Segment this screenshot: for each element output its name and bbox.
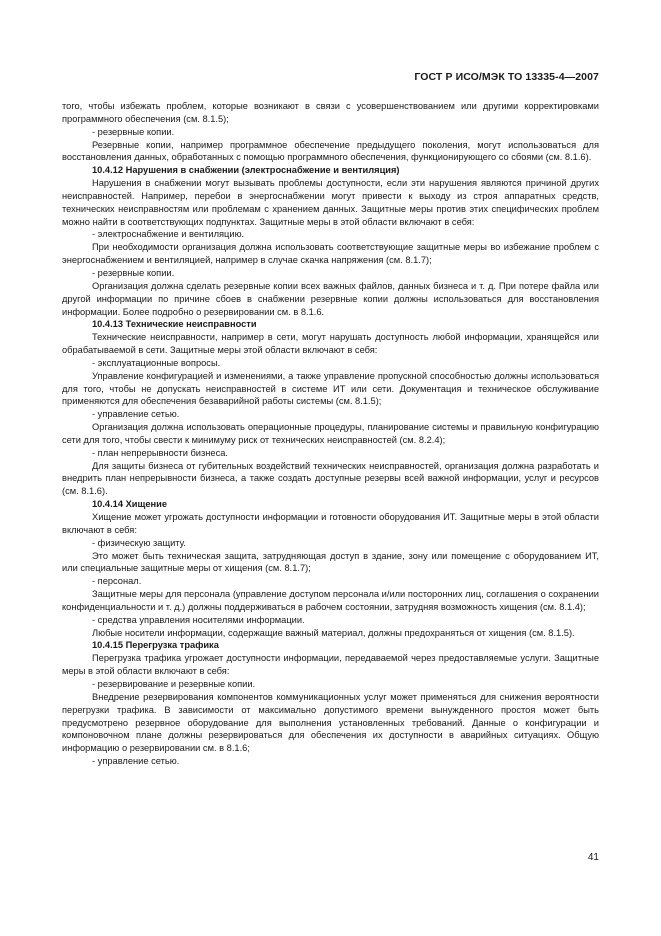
document-header: ГОСТ Р ИСО/МЭК ТО 13335-4—2007 [414, 71, 599, 83]
list-item: - резервные копии. [92, 267, 175, 278]
paragraph: Перегрузка трафика угрожает доступности информации, передаваемой через предоставляемые услуги. Защитные меры в этой области включают в себя: [62, 653, 599, 677]
paragraph: Внедрение резервирования компонентов коммуникационных услуг может применяться для снижения вероятности перегрузки трафика. В зависимости от максимально допустимого времени вынужденного простоя может быть предусмотрено резервное оборудование для выполнения установленных требований. Данные о конфигурации и компоновочном плане должны резервироваться для обеспечения их доступности в аварийных ситуациях. Общую информацию о резервировании см. в 8.1.6; [62, 691, 599, 754]
paragraph: Технические неисправности, например в сети, могут нарушать доступность любой информации, хранящейся или обрабатываемой в сети. Защитные меры этой области включают в себя: [62, 332, 599, 356]
section-heading: 10.4.14 Хищение [92, 499, 168, 510]
paragraph: При необходимости организация должна использовать соответствующие защитные меры во избежание проблем с энергоснабжением и вентиляцией, например в случае скачка напряжения (см. 8.1.7); [62, 242, 599, 266]
list-item: - электроснабжение и вентиляцию. [92, 229, 245, 240]
section-heading: 10.4.12 Нарушения в снабжении (электроснабжение и вентиляция) [92, 165, 400, 176]
section-heading: 10.4.15 Перегрузка трафика [92, 640, 219, 651]
list-item: - управление сетью. [92, 756, 180, 767]
paragraph: Управление конфигурацией и изменениями, а также управление пропускной способностью должны использоваться для того, чтобы не допускать неисправностей в системе ИТ или сети. Документация и техническое обслуживание применяются для обеспечения безаварийной работы системы (см. 8.1.5); [62, 370, 599, 407]
list-item: - средства управления носителями информации. [92, 614, 305, 625]
paragraph: Это может быть техническая защита, затрудняющая доступ в здание, зону или помещение с оборудованием ИТ, или специальные защитные меры от хищения (см. 8.1.7); [62, 550, 599, 574]
paragraph: Резервные копии, например программное обеспечение предыдущего поколения, могут использоваться для восстановления данных, обработанных с помощью программного обеспечения, функционирующего со сбоями (см. 8.1.6). [62, 139, 599, 163]
list-item: - управление сетью. [92, 409, 180, 420]
page-number: 41 [587, 852, 599, 863]
paragraph: Нарушения в снабжении могут вызывать проблемы доступности, если эти нарушения являются причиной других неисправностей. Например, перебои в энергоснабжении могут привести к выходу из строя аппаратных средств, технических неисправностям или проблемам с хранением данных. Защитные меры против этих специфических проблем можно найти в соответствующих подпунктах. Защитные меры в этой области включают в себя: [62, 178, 599, 227]
paragraph: Хищение может угрожать доступности информации и готовности оборудования ИТ. Защитные меры в этой области включают в себя: [62, 512, 599, 535]
list-item: - план непрерывности бизнеса. [92, 447, 228, 458]
paragraph: Любые носители информации, содержащие важный материал, должны предохраняться от хищения (см. 8.1.5). [92, 627, 575, 638]
paragraph: Защитные меры для персонала (управление доступом персонала и/или посторонних лиц, соглашения о сохранении конфиденциальности и т. д.) должны поддерживаться в рабочем состоянии, затрудняя возможность хищения (см. 8.1.4); [62, 589, 599, 612]
list-item: - персонал. [92, 576, 142, 587]
list-item: - эксплуатационные вопросы. [92, 357, 221, 368]
list-item: - физическую защиту. [92, 537, 186, 548]
paragraph: Организация должна сделать резервные копии всех важных файлов, данных бизнеса и т. д. При потере файла или другой информации по причине сбоев в снабжении резервные копии должны использоваться для восстановления информации. Более подробно о резервировании см. в 8.1.6. [62, 280, 599, 317]
paragraph: Для защиты бизнеса от губительных воздействий технических неисправностей, организация должна разработать и внедрить план непрерывности бизнеса, а также создать доступные резервы всей важной информации, услуг и ресурсов (см. 8.1.6). [62, 460, 599, 497]
paragraph: того, чтобы избежать проблем, которые возникают в связи с усовершенствованием или другими корректировками программного обеспечения (см. 8.1.5); [62, 101, 599, 124]
list-item: - резервные копии. [92, 126, 175, 137]
list-item: - резервирование и резервные копии. [92, 678, 256, 689]
section-heading: 10.4.13 Технические неисправности [92, 319, 257, 330]
document-body [62, 100, 599, 768]
paragraph: Организация должна использовать операционные процедуры, планирование системы и правильную конфигурацию сети для того, чтобы свести к минимуму риск от технических неисправностей (см. 8.2.4); [62, 422, 599, 445]
